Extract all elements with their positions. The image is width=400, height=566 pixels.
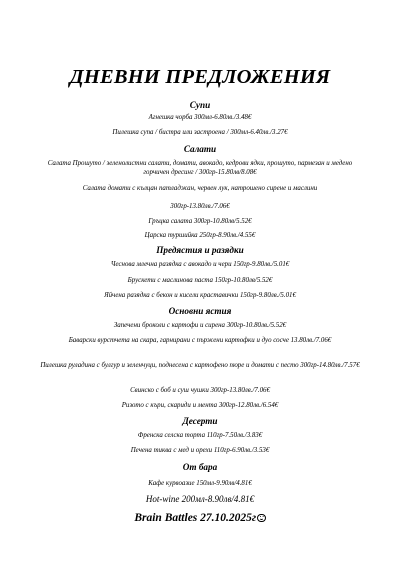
- page-title: ДНЕВНИ ПРЕДЛОЖЕНИЯ: [69, 66, 331, 88]
- menu-item: Печена тиква с мед и орехи 110гр-6.90лв./3.53€: [130, 447, 270, 454]
- smiley-face-icon: [257, 514, 266, 523]
- menu-item: Пилешка супа / бистра или застроена / 300мл-6.40лв./3.27€: [112, 129, 288, 136]
- section-heading-salads: Салати: [183, 144, 217, 154]
- menu-item: Френска селска торта 110гр-7.50лв./3.83€: [137, 432, 263, 439]
- section-heading-desserts: Десерти: [182, 416, 218, 426]
- section-heading-soups: Супи: [189, 100, 211, 110]
- section-heading-bar: От бара: [182, 462, 218, 472]
- section-heading-starters: Предястия и разядки: [156, 245, 244, 255]
- footer-text: Brain Battles 27.10.2025г: [134, 512, 257, 524]
- menu-item: Агнешка чорба 300мл-6.80лв./3.48€: [148, 114, 252, 121]
- menu-item: Брускети с маслинова паста 150гр-10.80лв/5.52€: [127, 277, 273, 284]
- menu-item: Салата Прошуто / зеленолистни салати, домати, авокадо, кедрови ядки, прошуто, пармезан и медено горчичен дресинг / 300гр-15.80лв/8.08€: [47, 160, 353, 177]
- menu-item: Пилешка руладина с булгур и зеленчуци, поднесена с картофено пюре и домати с песто 300гр-14.80лв./7.57€: [40, 362, 360, 369]
- menu-item: Hot-wine 200мл-8.90лв/4.81€: [145, 494, 255, 504]
- menu-item: Свинско с боб и суш чушки 300гр-13.80лв./7.06€: [130, 387, 270, 394]
- section-heading-main-courses: Основни ястия: [168, 306, 232, 316]
- menu-item: Яйчена разядка с бекон и кисели краставички 150гр-9.80лв./5.01€: [104, 292, 296, 299]
- menu-item: 300гр-13.80лв./7.06€: [170, 203, 230, 210]
- footer: [0, 512, 400, 524]
- menu-item: Царска туршийка 250гр-8.90лв./4.55€: [144, 232, 256, 239]
- menu-item: Баварски вурстчета на скара, гарнирани с пържени картофки и дуо сосче 13.80лв./7.06€: [68, 337, 332, 344]
- menu-item: Кафе курвоазие 150мл-9.90лв/4.81€: [148, 480, 252, 487]
- menu-item: Гръцка салата 300гр-10.80лв/5.52€: [148, 218, 252, 225]
- menu-item: Чеснова млечна разядка с авокадо и чери 150гр-9.80лв./5.01€: [110, 261, 290, 268]
- menu-item: Салата домати с кълцан патладжан, червен лук, натрошено сирене и маслини: [82, 185, 318, 192]
- menu-item: Запечени броколи с картофи и сирена 300гр-10.80лв./5.52€: [113, 322, 287, 329]
- menu-item: Ризото с къри, скариди и мента 300гр-12.80лв./6.54€: [121, 402, 279, 409]
